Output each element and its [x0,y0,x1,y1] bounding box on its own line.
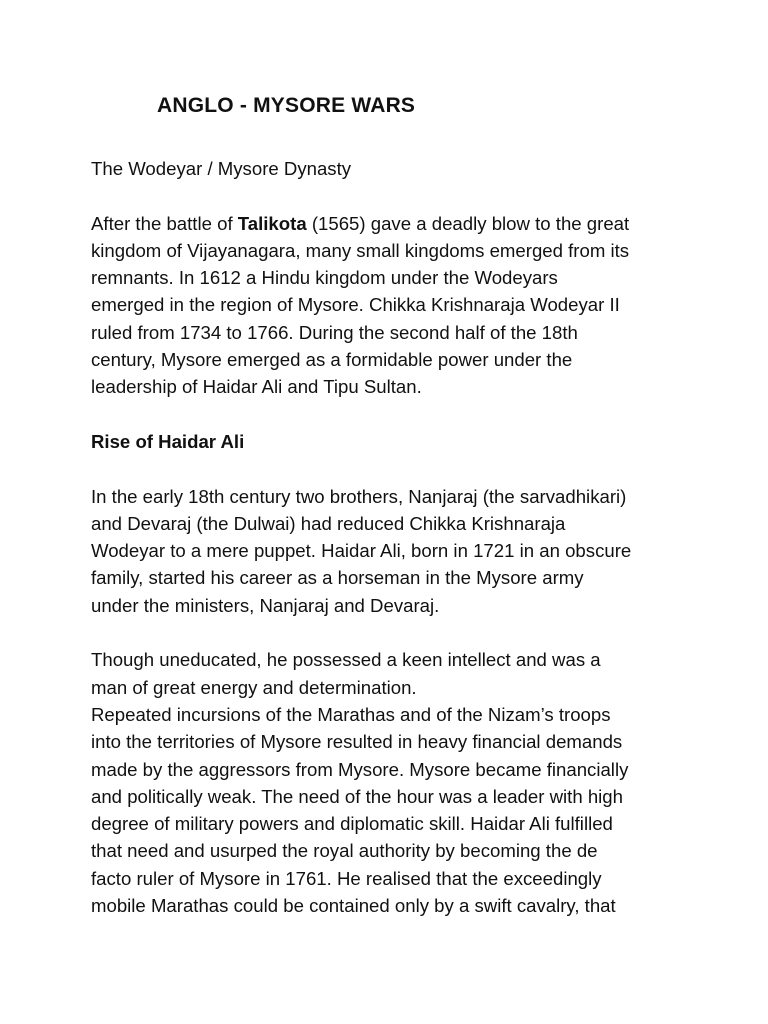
paragraph-line: century, Mysore emerged as a formidable power under the [91,349,573,371]
paragraph-incursions [91,701,691,919]
paragraph-line: leadership of Haidar Ali and Tipu Sultan. [91,376,422,398]
subtitle-line: The Wodeyar / Mysore Dynasty [91,158,352,179]
paragraph-line: Repeated incursions of the Marathas and of the Nizam’s troops [91,703,611,725]
paragraph-line: and Devaraj (the Dulwai) had reduced Chikka Krishnaraja [91,512,566,534]
paragraph-line: facto ruler of Mysore in 1761. He realised that the exceedingly [91,867,602,889]
paragraph-line: family, started his career as a horseman in the Mysore army [91,567,584,589]
paragraph-line: into the territories of Mysore resulted in heavy financial demands [91,731,623,753]
bold-term-talikota: Talikota [237,212,307,234]
paragraph-line [91,210,691,237]
paragraph-line: emerged in the region of Mysore. Chikka Krishnaraja Wodeyar II [91,294,620,316]
paragraph-gap [91,455,691,482]
paragraph-gap [91,401,691,428]
paragraph-line: Wodeyar to a mere puppet. Haidar Ali, born in 1721 in an obscure [91,540,632,562]
paragraph-line: kingdom of Vijayanagara, many small kingdoms emerged from its [91,239,630,261]
paragraph-line: mobile Marathas could be contained only by a swift cavalry, that [91,895,616,917]
heading-line: Rise of Haidar Ali [91,430,245,452]
paragraph-line: ruled from 1734 to 1766. During the second half of the 18th [91,321,578,343]
text-run: (1565) gave a deadly blow to the great [306,212,630,234]
paragraph-line: Though uneducated, he possessed a keen intellect and was a [91,649,601,671]
paragraph-gap [91,619,691,646]
section-heading-rise-of-haidar-ali [91,428,691,455]
paragraph-brothers [91,483,691,619]
paragraph-gap [91,182,691,209]
paragraph-talikota [91,210,691,401]
paragraph-line: In the early 18th century two brothers, Nanjaraj (the sarvadhikari) [91,485,627,507]
paragraph-line: made by the aggressors from Mysore. Mysore became financially [91,758,629,780]
paragraph-line: remnants. In 1612 a Hindu kingdom under the Wodeyars [91,267,558,289]
paragraph-line: and politically weak. The need of the hour was a leader with high [91,785,623,807]
paragraph-uneducated [91,646,691,701]
section-subtitle [91,155,691,182]
paragraph-line: under the ministers, Nanjaraj and Devaraj. [91,594,440,616]
paragraph-line: man of great energy and determination. [91,676,417,698]
text-run: After the battle of [91,212,238,234]
document-title: ANGLO - MYSORE WARS [157,94,416,117]
document-body [91,155,691,919]
paragraph-line: that need and usurped the royal authority by becoming the de [91,840,598,862]
paragraph-line: degree of military powers and diplomatic skill. Haidar Ali fulfilled [91,813,613,835]
